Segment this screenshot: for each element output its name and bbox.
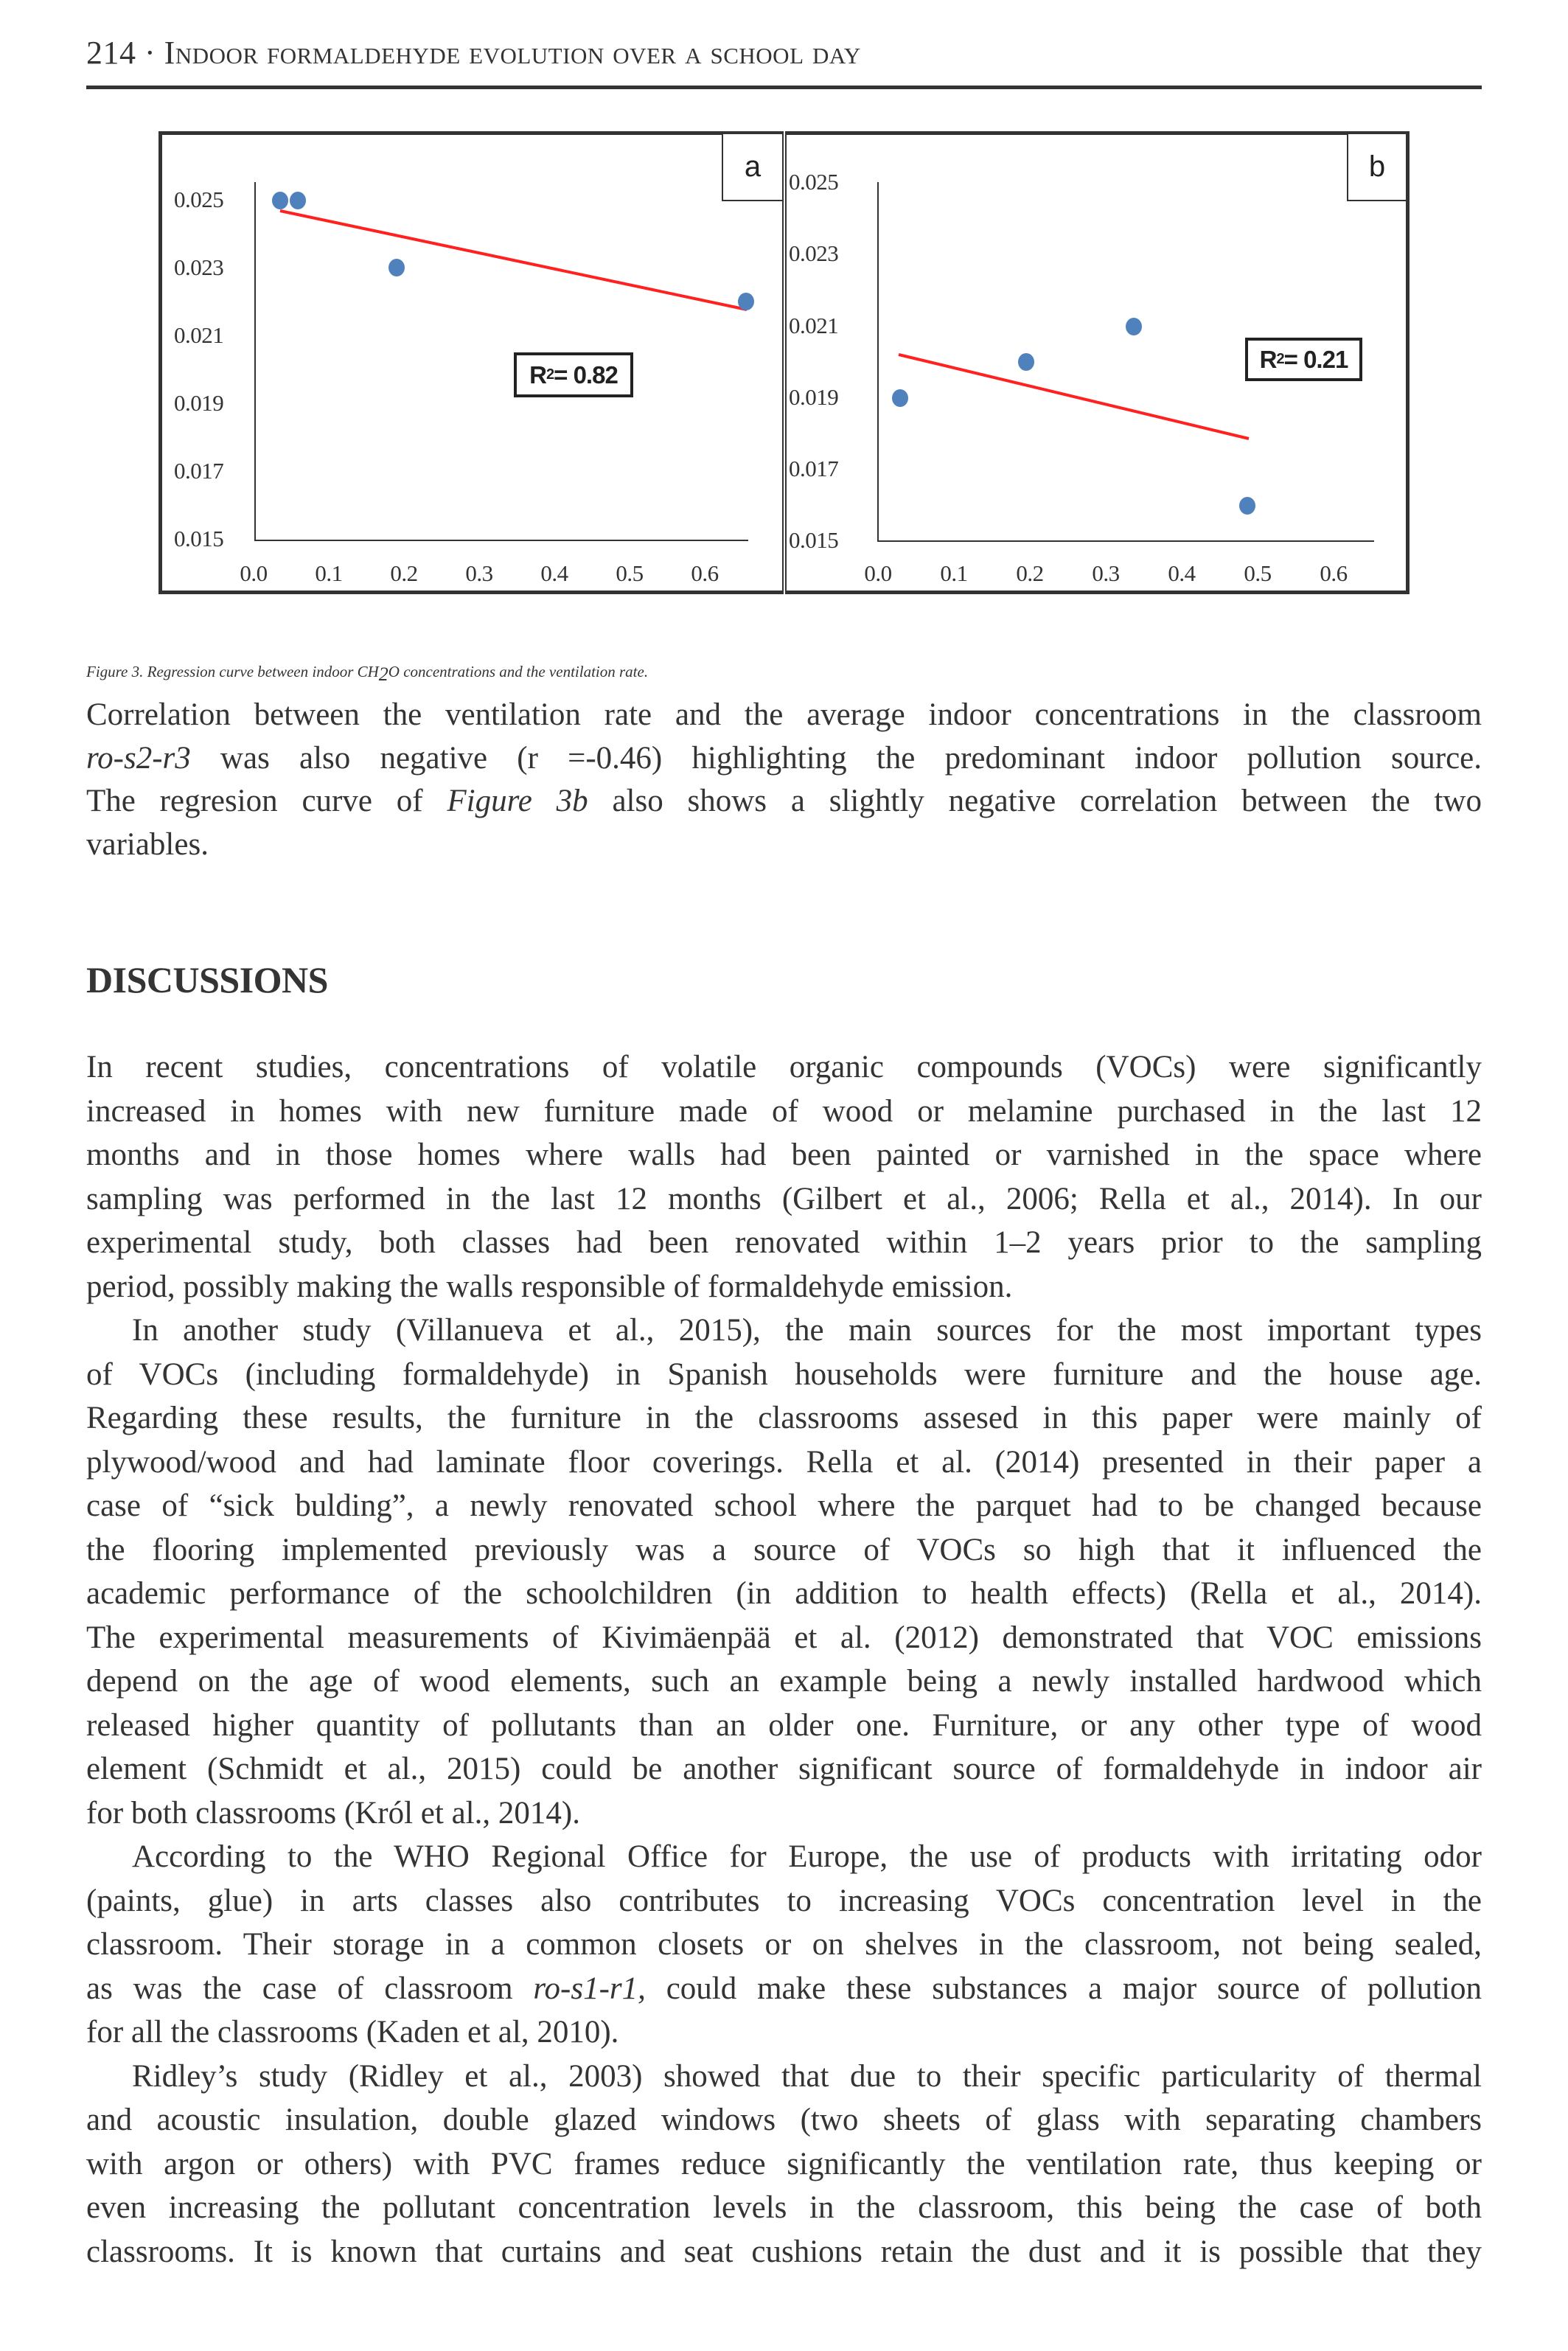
y-tick: 0.023 [789,240,839,266]
paragraph-line: Regarding these results, the furniture in the classrooms assesed in this paper were mainly of [86,1401,1482,1435]
r2-value: = 0.82 [554,361,618,389]
line-text: also shows a slightly negative correlation between the two [588,784,1482,818]
x-tick: 0.6 [691,560,719,586]
paragraph-line [86,1971,1482,2007]
x-tick: 0.4 [1168,560,1196,586]
x-tick: 0.2 [390,560,418,586]
r-squared-box-b [1245,338,1362,381]
r2-exponent: 2 [546,366,554,383]
y-tick: 0.025 [174,187,224,212]
data-point [1018,353,1034,371]
paragraph-line: increased in homes with new furniture made of wood or melamine purchased in the last 12 [86,1094,1482,1129]
data-point [892,389,908,407]
paragraph-line: with argon or others) with PVC frames reduce significantly the ventilation rate, thus keeping or [86,2147,1482,2181]
section-heading: DISCUSSIONS [86,959,328,1000]
paragraph-line: depend on the age of wood elements, such an example being a newly installed hardwood which [86,1664,1482,1699]
paragraph-line: for both classrooms (Król et al., 2014). [86,1796,580,1831]
panel-label-b: b [1347,133,1407,201]
running-title-initial: I [164,35,175,71]
panel-label-a: a [722,133,784,201]
r2-symbol: R [529,361,547,389]
paragraph-line: and acoustic insulation, double glazed windows (two sheets of glass with separating chambers [86,2103,1482,2137]
paragraph-line: even increasing the pollutant concentration levels in the classroom, this being the case of both [86,2190,1482,2225]
paragraph-line: variables. [86,827,209,862]
paragraph-line: academic performance of the schoolchildren (in addition to health effects) (Rella et al., 2014). [86,1576,1482,1611]
paragraph-line: (paints, glue) in arts classes also contributes to increasing VOCs concentration level in the [86,1884,1482,1918]
classroom-id: ro-s2-r3 [86,741,191,776]
r2-symbol: R [1259,345,1277,373]
x-tick: 0.2 [1016,560,1044,586]
y-tick: 0.017 [174,458,224,484]
caption-text: O concentrations and the ventilation rate. [388,663,649,680]
y-tick: 0.023 [174,254,224,280]
trendline [899,355,1249,439]
running-title-rest: ndoor formaldehyde evolution over a school day [175,35,861,71]
paragraph-line: released higher quantity of pollutants than an older one. Furniture, or any other type of wood [86,1708,1482,1743]
x-tick: 0.0 [240,560,268,586]
y-tick: 0.025 [789,169,839,195]
header-separator: · [144,35,156,71]
paragraph-line: element (Schmidt et al., 2015) could be another significant source of formaldehyde in indoor air [86,1752,1482,1786]
x-tick: 0.4 [540,560,568,586]
paragraph-line: plywood/wood and had laminate floor coverings. Rella et al. (2014) presented in their paper a [86,1445,1482,1480]
r2-value: = 0.21 [1283,345,1348,373]
x-tick: 0.1 [940,560,968,586]
paragraph-line: experimental study, both classes had been renovated within 1–2 years prior to the sampling [86,1225,1482,1260]
paragraph-line: of VOCs (including formaldehyde) in Spanish households were furniture and the house age. [86,1357,1482,1392]
paragraph-line: the flooring implemented previously was a source of VOCs so high that it influenced the [86,1533,1482,1567]
paragraph-line: months and in those homes where walls had been painted or varnished in the space where [86,1138,1482,1172]
paragraph-line: classrooms. It is known that curtains and seat cushions retain the dust and it is possible that they [86,2235,1482,2269]
plot-area-b [0,0,1568,605]
paragraph-line: Ridley’s study (Ridley et al., 2003) showed that due to their specific particularity of thermal [132,2059,1482,2094]
y-tick: 0.021 [174,322,224,348]
line-text: as was the case of classroom [86,1971,534,2006]
y-tick: 0.019 [789,384,839,410]
figure-caption [86,653,1482,690]
page-number: 214 [86,35,136,71]
paragraph-line: According to the WHO Regional Office for Europe, the use of products with irritating odor [132,1839,1482,1874]
paragraph-line: In recent studies, concentrations of volatile organic compounds (VOCs) were significantly [86,1050,1482,1084]
data-point [1126,318,1142,335]
paragraph-line [86,783,1482,820]
figure-reference: Figure 3b [447,784,588,818]
x-tick: 0.6 [1320,560,1348,586]
y-tick: 0.019 [174,390,224,416]
caption-text: Figure 3. Regression curve between indoor CH [86,663,379,680]
x-tick: 0.5 [616,560,644,586]
paragraph-line: Correlation between the ventilation rate and the average indoor concentrations in the classroom [86,697,1482,732]
y-tick: 0.015 [174,526,224,551]
paragraph-line: In another study (Villanueva et al., 2015), the main sources for the most important types [132,1313,1482,1348]
paragraph-line: case of “sick bulding”, a newly renovated school where the parquet had to be changed because [86,1488,1482,1523]
paragraph-line: for all the classrooms (Kaden et al, 2010). [86,2015,619,2049]
y-tick: 0.021 [789,313,839,338]
r2-exponent: 2 [1276,351,1284,367]
x-tick: 0.0 [864,560,892,586]
y-tick: 0.015 [789,527,839,553]
x-tick: 0.1 [315,560,343,586]
paragraph-line: period, possibly making the walls responsible of formaldehyde emission. [86,1269,1013,1304]
data-point [1239,497,1255,515]
x-tick: 0.3 [465,560,493,586]
paragraph-line: The experimental measurements of Kivimäenpää et al. (2012) demonstrated that VOC emissions [86,1620,1482,1655]
y-tick: 0.017 [789,456,839,481]
line-text: The regresion curve of [86,784,447,818]
line-text: was also negative (r =-0.46) highlighting the predominant indoor pollution source. [190,741,1482,776]
paragraph-line [86,740,1482,777]
paragraph-line: classroom. Their storage in a common closets or on shelves in the classroom, not being sealed, [86,1927,1482,1962]
line-text: could make these substances a major source of pollution [645,1971,1482,2006]
paragraph-line: sampling was performed in the last 12 months (Gilbert et al., 2006; Rella et al., 2014). In our [86,1182,1482,1216]
x-tick: 0.3 [1092,560,1120,586]
caption-subscript: 2 [378,663,388,686]
classroom-id: ro-s1-r1, [533,1971,646,2006]
x-tick: 0.5 [1244,560,1272,586]
